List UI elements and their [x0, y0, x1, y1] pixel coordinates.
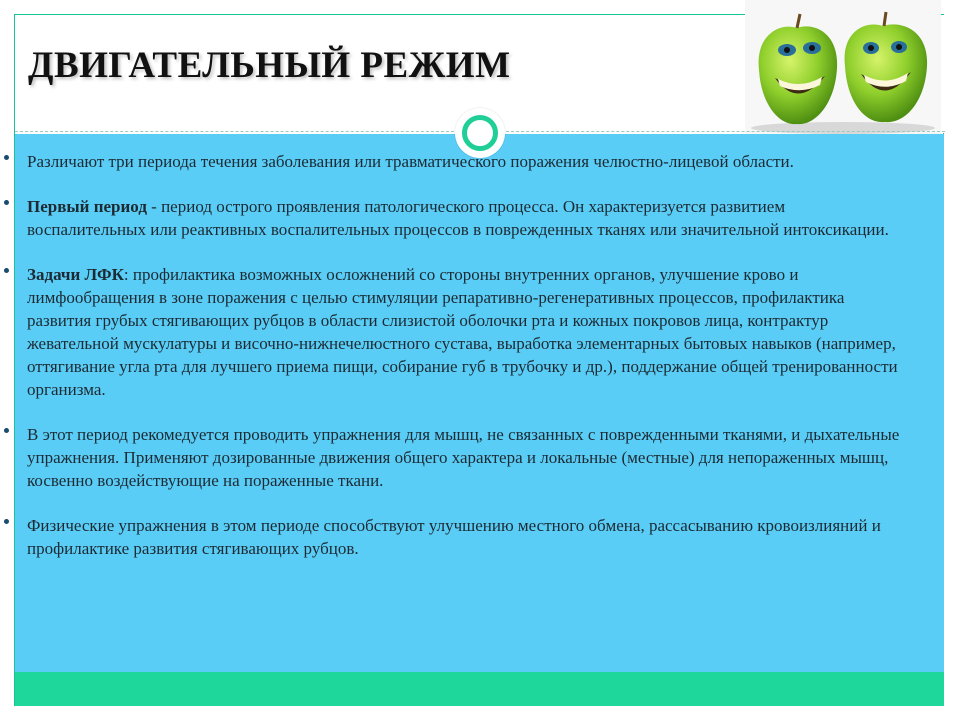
- bullet-bold: Задачи ЛФК: [27, 265, 124, 284]
- apples-image: [745, 0, 941, 134]
- slide-title: ДВИГАТЕЛЬНЫЙ РЕЖИМ: [28, 45, 511, 86]
- bullet-bold: Первый период: [27, 197, 147, 216]
- bullet-text: Различают три периода течения заболевания или травматического поражения челюстно-лицевой области.: [27, 152, 794, 171]
- bullet-item: [27, 263, 907, 401]
- bullet-text: В этот период рекомедуется проводить упражнения для мышц, не связанных с поврежденными тканями, и дыхательные упражнения. Применяют дозированные движения общего характера и локальные (местные) для непораженных мышц, косвенно воздействующие на пораженные ткани.: [27, 425, 900, 490]
- right-apple: [845, 12, 928, 122]
- bullet-text: Физические упражнения в этом периоде способствуют улучшению местного обмена, рассасыванию кровоизлияний и профилактике развития стягивающих рубцов.: [27, 516, 881, 558]
- ring-icon: [462, 115, 498, 151]
- left-apple: [759, 14, 838, 124]
- apples-photo: [745, 0, 941, 134]
- bullet-item: [27, 423, 907, 492]
- bullet-text: : профилактика возможных осложнений со стороны внутренних органов, улучшение крово и лимфообращения в зоне поражения с целью стимуляции репаративно-регенеративных процессов, профилактика развития грубых стягивающих рубцов в области слизистой оболочки рта и кожных покровов лица, контрактур жевательной мускулатуры и височно-нижнечелюстного сустава, выработка элементарных бытовых навыков (например, оттягивание угла рта для лучшего приема пищи, собирание губ в трубочку и др.), поддержание общей тренированности организма.: [27, 265, 898, 399]
- bullet-text: - период острого проявления патологического процесса. Он характеризуется развитием воспалительных или реактивных воспалительных процессов в поврежденных тканях или значительной интоксикации.: [27, 197, 889, 239]
- bullet-item: [27, 195, 907, 241]
- bullet-list: [27, 150, 907, 582]
- bullet-item: [27, 514, 907, 560]
- bullet-item: [27, 150, 907, 173]
- footer-bar: [15, 672, 944, 706]
